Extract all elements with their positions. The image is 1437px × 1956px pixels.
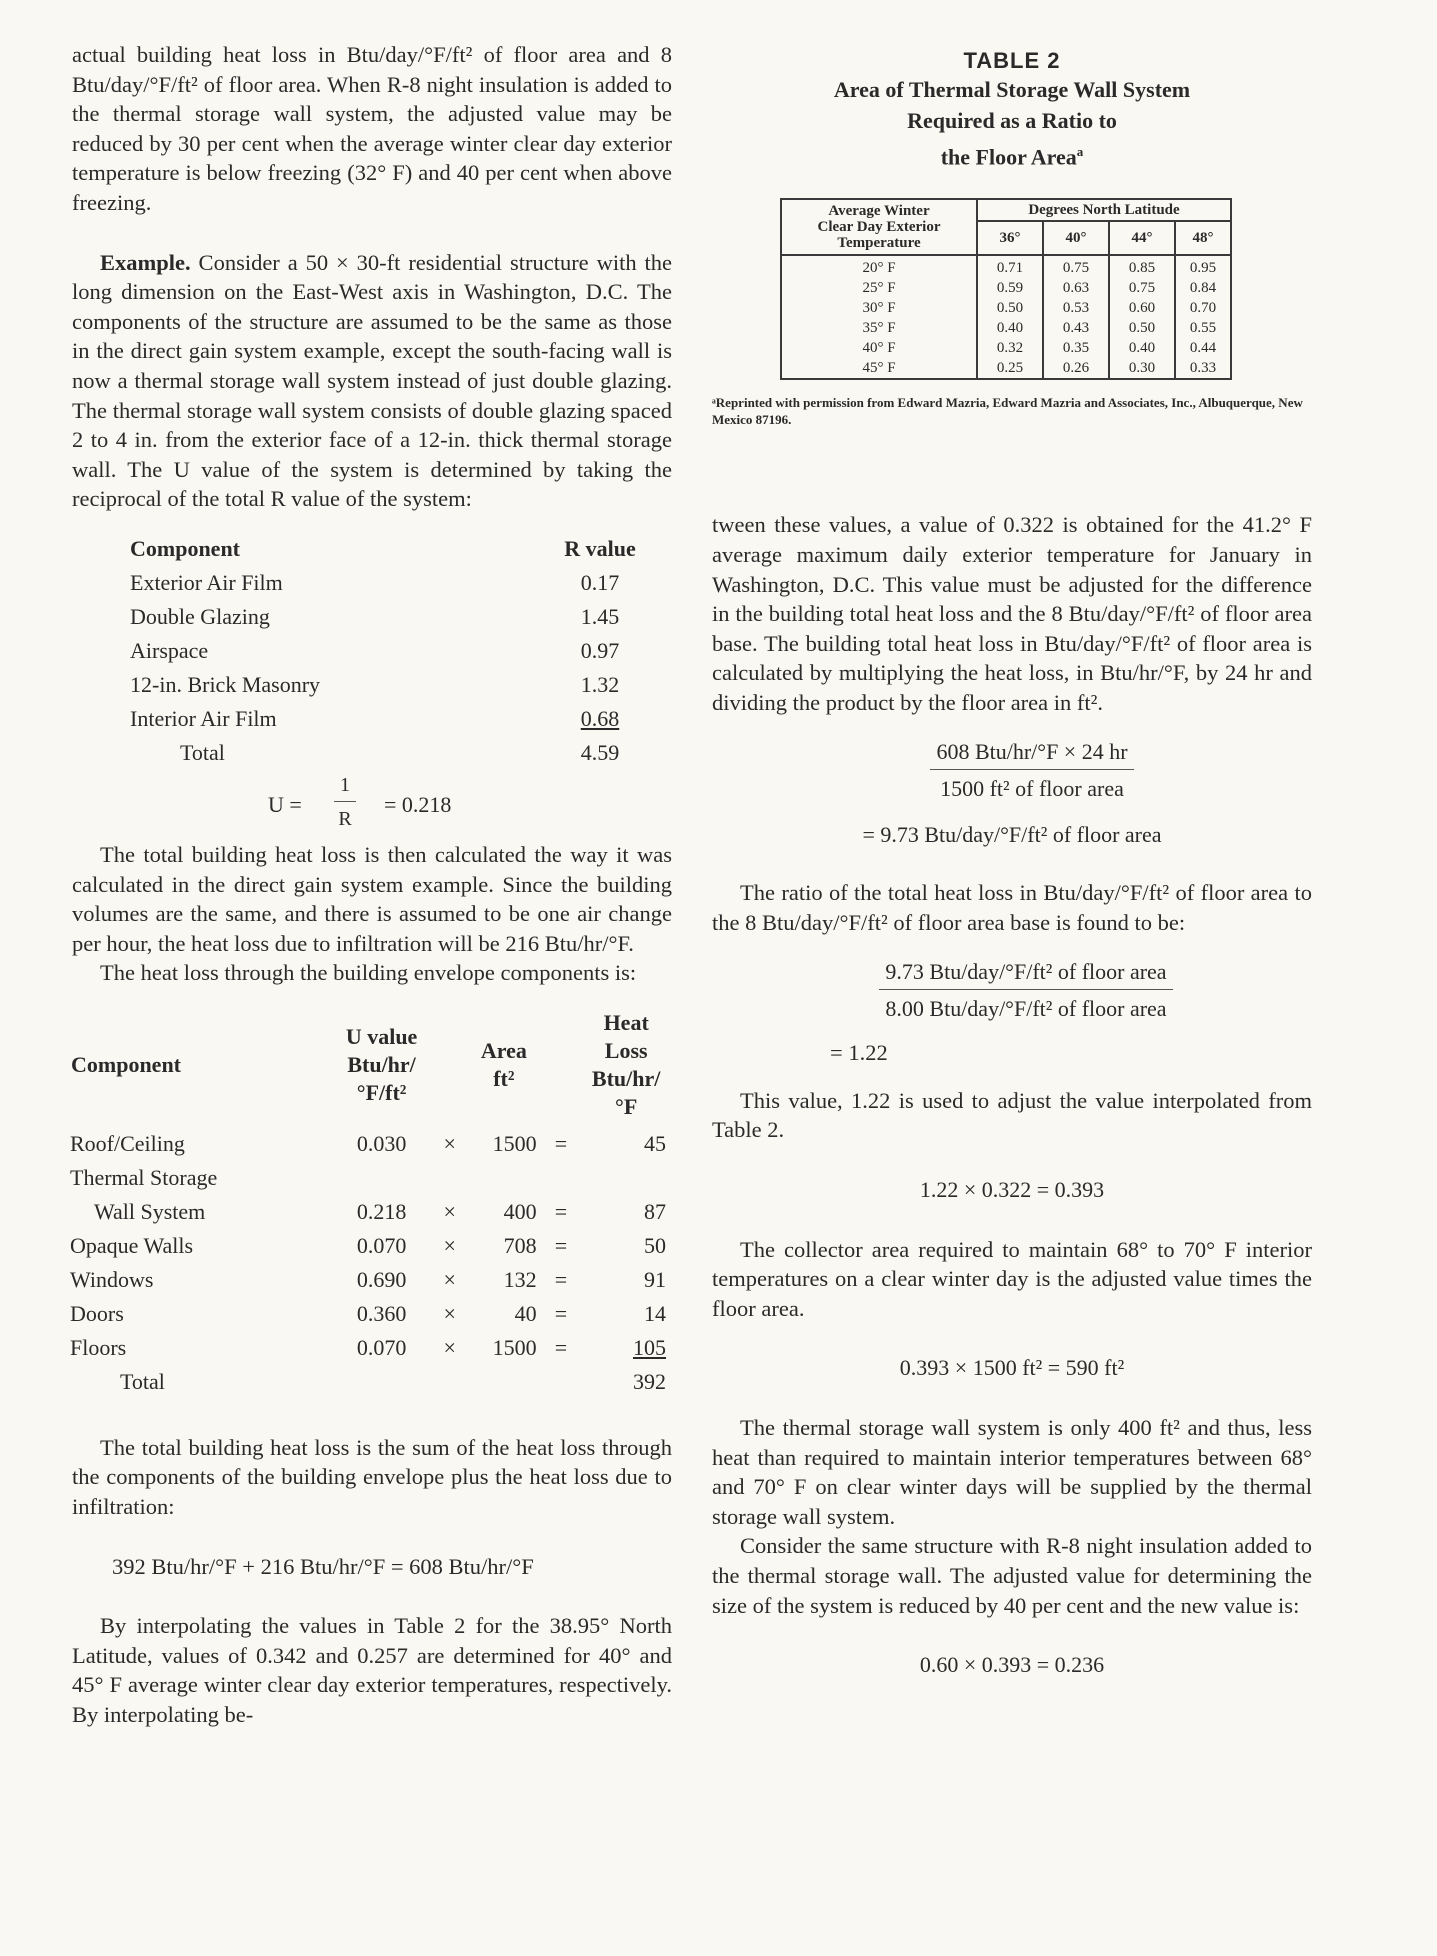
h-area: 132 [503,1266,537,1292]
h-u: 0.030 [356,1130,407,1156]
h-loss: 105 [633,1334,666,1360]
h-loss: 45 [644,1130,666,1156]
left-column [72,40,672,1730]
times-symbol: × [443,1334,456,1360]
equation: = 1.22 [830,1040,888,1066]
paragraph: By interpolating the values in Table 2 for the 38.95° North Latitude, values of 0.342 and 0.257 are determined for 40° and 45° F average winter clear day exterior temperatures, respectively. By interpolating be- [72,1613,672,1728]
h-header-component: Component [71,1051,182,1077]
u-equation [72,770,672,840]
table-row [70,1127,672,1161]
r-component: 12-in. Brick Masonry [130,671,321,697]
r-component: Airspace [130,637,209,663]
equation: = 9.73 Btu/day/°F/ft² of floor area [862,822,1162,848]
paragraph: The total building heat loss is then calculated the way it was calculated in the direct gain system example. Since the building volumes are the same, and there is assumed to be one air change per hour, the heat loss due to infiltration will be 216 Btu/hr/°F. [72,841,672,956]
paragraph: The thermal storage wall system is only 400 ft² and thus, less heat than required to maintain interior temperatures between 68° and 70° F on clear winter days will be supplied by the thermal storage wall system. [712,1415,1312,1529]
h-total-value: 392 [633,1368,666,1394]
equation: 0.60 × 0.393 = 0.236 [919,1652,1105,1678]
t2-header-lat: Degrees North Latitude [977,199,1231,221]
paragraph: This value, 1.22 is used to adjust the value interpolated from Table 2. [712,1087,1312,1143]
t2-lat-44: 44° [1109,221,1175,255]
r-total-value: 4.59 [580,739,620,765]
h-loss: 14 [644,1300,666,1326]
equation: 0.393 × 1500 ft² = 590 ft² [899,1355,1125,1381]
h-area: 708 [503,1232,537,1258]
equals-symbol: = [554,1130,568,1156]
t2-lat-40: 40° [1043,221,1109,255]
h-area: 400 [503,1198,537,1224]
table-row [130,634,650,668]
paragraph: Consider the same structure with R-8 night insulation added to the thermal storage wall. The adjusted value for determining the size of the system is reduced by 40 per cent and the new value is: [712,1533,1312,1618]
table-row [70,1297,672,1331]
table-row [70,1263,672,1297]
heat-loss-table [70,1008,672,1399]
u-eq-den: R [338,807,352,830]
equals-symbol: = [554,1232,568,1258]
h-header-u [335,1008,428,1127]
r-component: Exterior Air Film [130,569,283,595]
h-header-area [471,1008,536,1127]
h-u: 0.070 [356,1232,407,1258]
h-component: Opaque Walls [70,1232,194,1258]
h-total-label: Total [120,1368,165,1394]
h-component: Roof/Ceiling [70,1130,185,1156]
times-symbol: × [443,1300,456,1326]
times-symbol: × [443,1266,456,1292]
times-symbol: × [443,1198,456,1224]
h-component: Floors [70,1334,127,1360]
table-header-row [70,1008,672,1127]
example-paragraph [72,248,672,514]
paragraph: The ratio of the total heat loss in Btu/day/°F/ft² of floor area to the 8 Btu/day/°F/ft² of floor area base is found to be: [712,880,1312,935]
h-loss: 50 [644,1232,666,1258]
table2 [780,198,1232,380]
h-component: Windows [70,1266,154,1292]
t2-col-44: 0.85 0.75 0.60 0.50 0.40 0.30 [1109,255,1175,379]
t2-lat-48: 48° [1175,221,1231,255]
h-u: 0.218 [356,1198,407,1224]
r-value: 1.32 [580,671,620,697]
equals-symbol: = [554,1300,568,1326]
t2-temps: 20° F 25° F 30° F 35° F 40° F 45° F [781,255,977,379]
r-total-label: Total [180,739,225,765]
table2-caption-sup: a [1076,144,1084,159]
h-header-u1: U value [345,1023,418,1049]
table-row [70,1365,672,1399]
right-column [712,40,1312,1680]
h-header-u2: Btu/hr/°F/ft² [347,1051,416,1105]
u-eq-rhs: = 0.218 [384,791,452,817]
t2-col-36: 0.71 0.59 0.50 0.40 0.32 0.25 [977,255,1043,379]
u-eq-lhs: U = [268,791,302,817]
h-component: Doors [70,1300,124,1326]
table-row [70,1331,672,1365]
h-u: 0.690 [356,1266,407,1292]
h-u: 0.070 [356,1334,407,1360]
table-row [130,702,650,736]
h-area: 1500 [492,1334,537,1360]
table-row [70,1195,672,1229]
fraction-2 [740,959,1312,1022]
r-value: 0.17 [580,569,620,595]
table-row [130,668,650,702]
equals-symbol: = [554,1198,568,1224]
table2-caption-3 [712,136,1312,172]
u-eq-fraction [334,774,356,831]
equals-symbol: = [554,1334,568,1360]
paragraph: actual building heat loss in Btu/day/°F/ft² of floor area and 8 Btu/day/°F/ft² of floor area. When R-8 night insulation is added to the thermal storage wall system, the adjusted value may be reduced by 30 per cent when the average winter clear day exterior temperature is below freezing (32° F) and 40 per cent when above freezing. [72,42,672,215]
r-table-header-value: R value [564,535,636,561]
r-value: 1.45 [580,603,620,629]
h-loss: 91 [644,1266,666,1292]
h-component: Thermal Storage [70,1164,218,1190]
paragraph: The collector area required to maintain 68° to 70° F interior temperatures on a clear winter day is the adjusted value times the floor area. [712,1236,1312,1321]
times-symbol: × [443,1130,456,1156]
h-area: 40 [514,1300,537,1326]
table-row [781,255,1231,379]
r-table-header-component: Component [130,535,241,561]
h-loss: 87 [644,1198,666,1224]
fraction-1 [752,739,1312,802]
table2-caption-3-text: the Floor Area [940,144,1077,170]
table2-caption-2: Required as a Ratio to [907,108,1117,133]
equals-symbol: = [554,1266,568,1292]
table2-caption-1: Area of Thermal Storage Wall System [833,77,1191,102]
example-label: Example. [100,249,191,275]
r-component: Double Glazing [130,603,270,629]
table-row [130,600,650,634]
h-header-l1: Heat Loss [603,1009,649,1063]
table2-label: TABLE 2 [963,48,1061,73]
u-eq-num: 1 [334,774,356,802]
t2-h-temp-2: Clear Day Exterior [817,219,941,236]
example-text: Consider a 50 × 30-ft residential structure with the long dimension on the East-West axis in Washington, D.C. The components of the structure are assumed to be the same as those in the direct gain system example, except the south-facing wall is now a thermal storage wall system instead of just double glazing. The thermal storage wall system consists of double glazing spaced 2 to 4 in. from the exterior face of a 12-in. thick thermal storage wall. The U value of the system is determined by taking the reciprocal of the total R value of the system: [72,249,672,512]
r-value: 0.68 [580,705,620,731]
t2-h-temp-3: Temperature [837,235,921,252]
table-row [130,566,650,600]
frac2-den: 8.00 Btu/day/°F/ft² of floor area [885,996,1167,1022]
r-value: 0.97 [580,637,620,663]
frac2-num: 9.73 Btu/day/°F/ft² of floor area [879,959,1172,990]
equation: 1.22 × 0.322 = 0.393 [919,1177,1105,1203]
frac1-den: 1500 ft² of floor area [940,776,1124,802]
r-component: Interior Air Film [130,705,277,731]
paragraph: tween these values, a value of 0.322 is obtained for the 41.2° F average maximum daily exterior temperature for January in Washington, D.C. This value must be adjusted for the difference in the building total heat loss and the 8 Btu/day/°F/ft² of floor area base. The building total heat loss in Btu/day/°F/ft² of floor area is calculated by multiplying the heat loss, in Btu/hr/°F, by 24 hr and dividing the product by the floor area in ft². [712,512,1312,715]
h-component: Wall System [94,1198,206,1224]
t2-col-40: 0.75 0.63 0.53 0.43 0.35 0.26 [1043,255,1109,379]
r-value-table [130,532,650,770]
t2-lat-36: 36° [977,221,1043,255]
table2-title [712,48,1312,172]
h-header-a1: Area [480,1037,527,1063]
paragraph: The heat loss through the building envelope components is: [100,960,637,986]
paragraph: The total building heat loss is the sum of the heat loss through the components of the building envelope plus the heat loss due to infiltration: [72,1434,672,1520]
table-row [70,1229,672,1263]
t2-header-temp [781,199,977,255]
h-header-l2: Btu/hr/°F [591,1065,661,1119]
t2-h-temp-1: Average Winter [828,203,930,220]
h-u: 0.360 [356,1300,407,1326]
table-row [70,1161,672,1195]
h-header-a2: ft² [493,1065,515,1091]
h-area: 1500 [492,1130,537,1156]
h-header-loss [585,1008,672,1127]
frac1-num: 608 Btu/hr/°F × 24 hr [930,739,1133,770]
t2-col-48: 0.95 0.84 0.70 0.55 0.44 0.33 [1175,255,1231,379]
times-symbol: × [443,1232,456,1258]
table2-footnote: ᵃReprinted with permission from Edward Mazria, Edward Mazria and Associates, Inc., Albuquerque, New Mexico 87196. [712,395,1303,428]
table-row [130,736,650,770]
equation: 392 Btu/hr/°F + 216 Btu/hr/°F = 608 Btu/hr/°F [112,1553,534,1579]
